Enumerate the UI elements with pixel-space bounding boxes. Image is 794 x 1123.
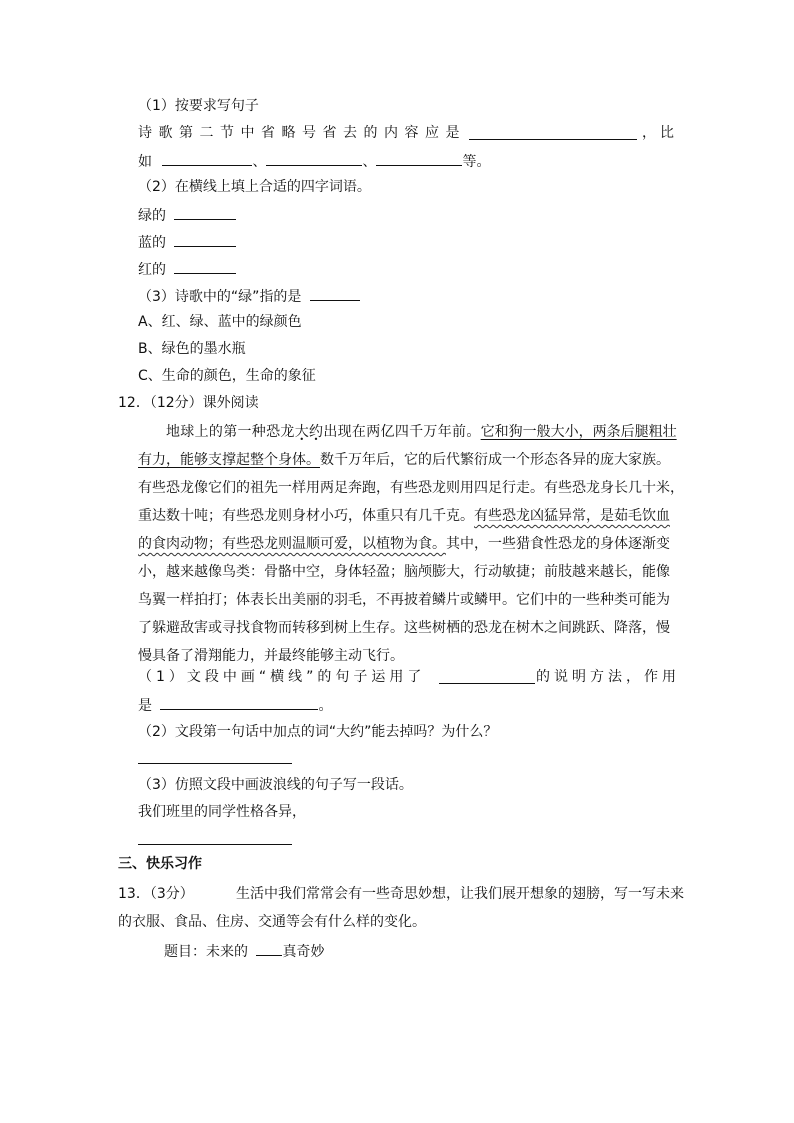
q11-sub1-label: （1）按要求写句子 <box>138 98 259 114</box>
q12-sub1-line <box>138 667 425 689</box>
q11-ru: 如 <box>138 154 152 170</box>
q12-sub2-label: （2）文段第一句话中加点的词“大约”能去掉吗？为什么？ <box>138 724 498 740</box>
q11-answer-blank-2[interactable] <box>162 150 252 166</box>
q12-p2-underlined: 有力，能够支撑起整个身体。 <box>138 452 320 468</box>
q11-answer-blank-1[interactable] <box>469 124 637 140</box>
q12-sub3-sentence: 我们班里的同学性格各异， <box>138 804 306 820</box>
q12-passage-line-8: 了躲避敌害或寻找食物而转移到树上生存。这些树栖的恐龙在树木之间跳跃、降落，慢 <box>138 620 670 636</box>
q13-text-line-1: 生活中我们常常会有一些奇思妙想，让我们展开想象的翅膀，写一写未来 <box>236 886 684 902</box>
q11-dun-2: 、 <box>362 154 377 170</box>
q11-green-line <box>138 204 236 226</box>
q11-option-a[interactable]: A、红、绿、蓝中的绿颜色 <box>138 314 302 330</box>
q12-sub3-blank[interactable] <box>138 829 292 845</box>
q12-dayue-dot-1: 大 <box>294 424 310 440</box>
q12-sub1-blank-1[interactable] <box>439 668 535 684</box>
q11-sub2-label: （2）在横线上填上合适的四字词语。 <box>138 179 371 195</box>
q12-sub1-text-a: （1）文段中画“横线”的句子运用了 <box>138 669 426 685</box>
q11-option-b[interactable]: B、绿色的墨水瓶 <box>138 341 246 357</box>
q11-sub3-blank[interactable] <box>310 285 360 301</box>
q11-red-label: 红的 <box>138 262 166 278</box>
q11-blue-line <box>138 231 236 253</box>
q11-dun-1: 、 <box>252 154 267 170</box>
q13-topic-blank[interactable] <box>256 940 282 956</box>
q12-passage-line-7: 鸟翼一样拍打；体表长出美丽的羽毛，不再披着鳞片或鳞甲。它们中的一些种类可能为 <box>138 592 670 608</box>
q12-sub1-line-2 <box>138 694 332 716</box>
q12-p5-wavy: 的食肉动物；有些恐龙则温顺可爱，以植物为食。 <box>138 536 446 552</box>
q11-answer-blank-3[interactable] <box>266 150 362 166</box>
q11-comma: ， <box>642 125 656 141</box>
q12-sub3-label: （3）仿照文段中画波浪线的句子写一段话。 <box>138 777 413 793</box>
q12-passage-line-3: 有些恐龙像它们的祖先一样用两足奔跑，有些恐龙则用四足行走。有些恐龙身长几十米， <box>138 480 684 496</box>
q11-green-label: 绿的 <box>138 208 166 224</box>
q11-sub3-label: （3）诗歌中的“绿”指的是 <box>138 289 302 305</box>
q12-p4-plain: 重达数十吨；有些恐龙则身材小巧，体重只有几千克。 <box>138 508 474 524</box>
section-3-heading: 三、快乐习作 <box>118 856 202 872</box>
q12-sub1-text-d: 。 <box>318 698 333 714</box>
q12-passage-line-6: 小，越来越像鸟类：骨骼中空，身体轻盈；脑颅膨大，行动敏捷；前肢越来越长，能像 <box>138 564 670 580</box>
q12-passage-line-4 <box>138 506 670 528</box>
q11-sub1-text: 诗歌第二节中省略号省去的内容应是 <box>138 125 466 141</box>
q12-p1-plain: 地球上的第一种恐龙大约出现在两亿四千万年前。 <box>166 424 481 440</box>
q11-blue-blank[interactable] <box>174 231 236 247</box>
q12-p1-underlined: 它和狗一般大小，两条后腿粗壮 <box>480 424 677 440</box>
q11-bi: 比 <box>660 125 674 141</box>
q11-red-line <box>138 258 236 280</box>
q13-text-line-2: 的衣服、食品、住房、交通等会有什么样的变化。 <box>118 914 426 930</box>
q11-example-line <box>138 150 490 172</box>
q12-sub1-text-c: 是 <box>138 698 152 714</box>
q12-passage-line-1 <box>166 422 677 444</box>
q11-option-c[interactable]: C、生命的颜色，生命的象征 <box>138 368 316 384</box>
q11-blue-label: 蓝的 <box>138 235 166 251</box>
q12-passage-line-9: 慢具备了滑翔能力，并最终能够主动飞行。 <box>138 648 404 664</box>
q12-p2-plain: 数千万年后，它的后代繁衍成一个形态各异的庞大家族。 <box>320 452 670 468</box>
q11-answer-blank-4[interactable] <box>376 150 462 166</box>
q12-sub2-blank[interactable] <box>138 748 292 764</box>
q13-number: 13．（3分） <box>118 886 194 902</box>
q11-red-blank[interactable] <box>174 258 236 274</box>
q13-topic-prefix: 题目：未来的 <box>164 944 248 960</box>
q13-topic-suffix: 真奇妙 <box>282 944 325 960</box>
q12-dayue-dot-2: 约 <box>309 424 324 440</box>
q12-sub1-text-b <box>536 667 680 689</box>
q12-passage-line-5 <box>138 534 670 556</box>
q12-passage-line-2 <box>138 450 670 472</box>
q12-p4-wavy: 有些恐龙凶猛异常，是茹毛饮血 <box>474 508 670 524</box>
q12-sub1-text-b-span: 的说明方法，作用 <box>536 669 680 685</box>
q13-topic-line <box>164 940 324 962</box>
q11-sub3-line <box>138 285 360 307</box>
q11-deng: 等。 <box>462 154 491 170</box>
q12-title: 12．（12分）课外阅读 <box>118 395 259 411</box>
q11-sub1-sentence <box>138 123 466 145</box>
q11-green-blank[interactable] <box>174 204 236 220</box>
q12-sub1-blank-2[interactable] <box>160 694 318 710</box>
q12-p5-plain: 其中，一些猎食性恐龙的身体逐渐变 <box>446 536 670 552</box>
